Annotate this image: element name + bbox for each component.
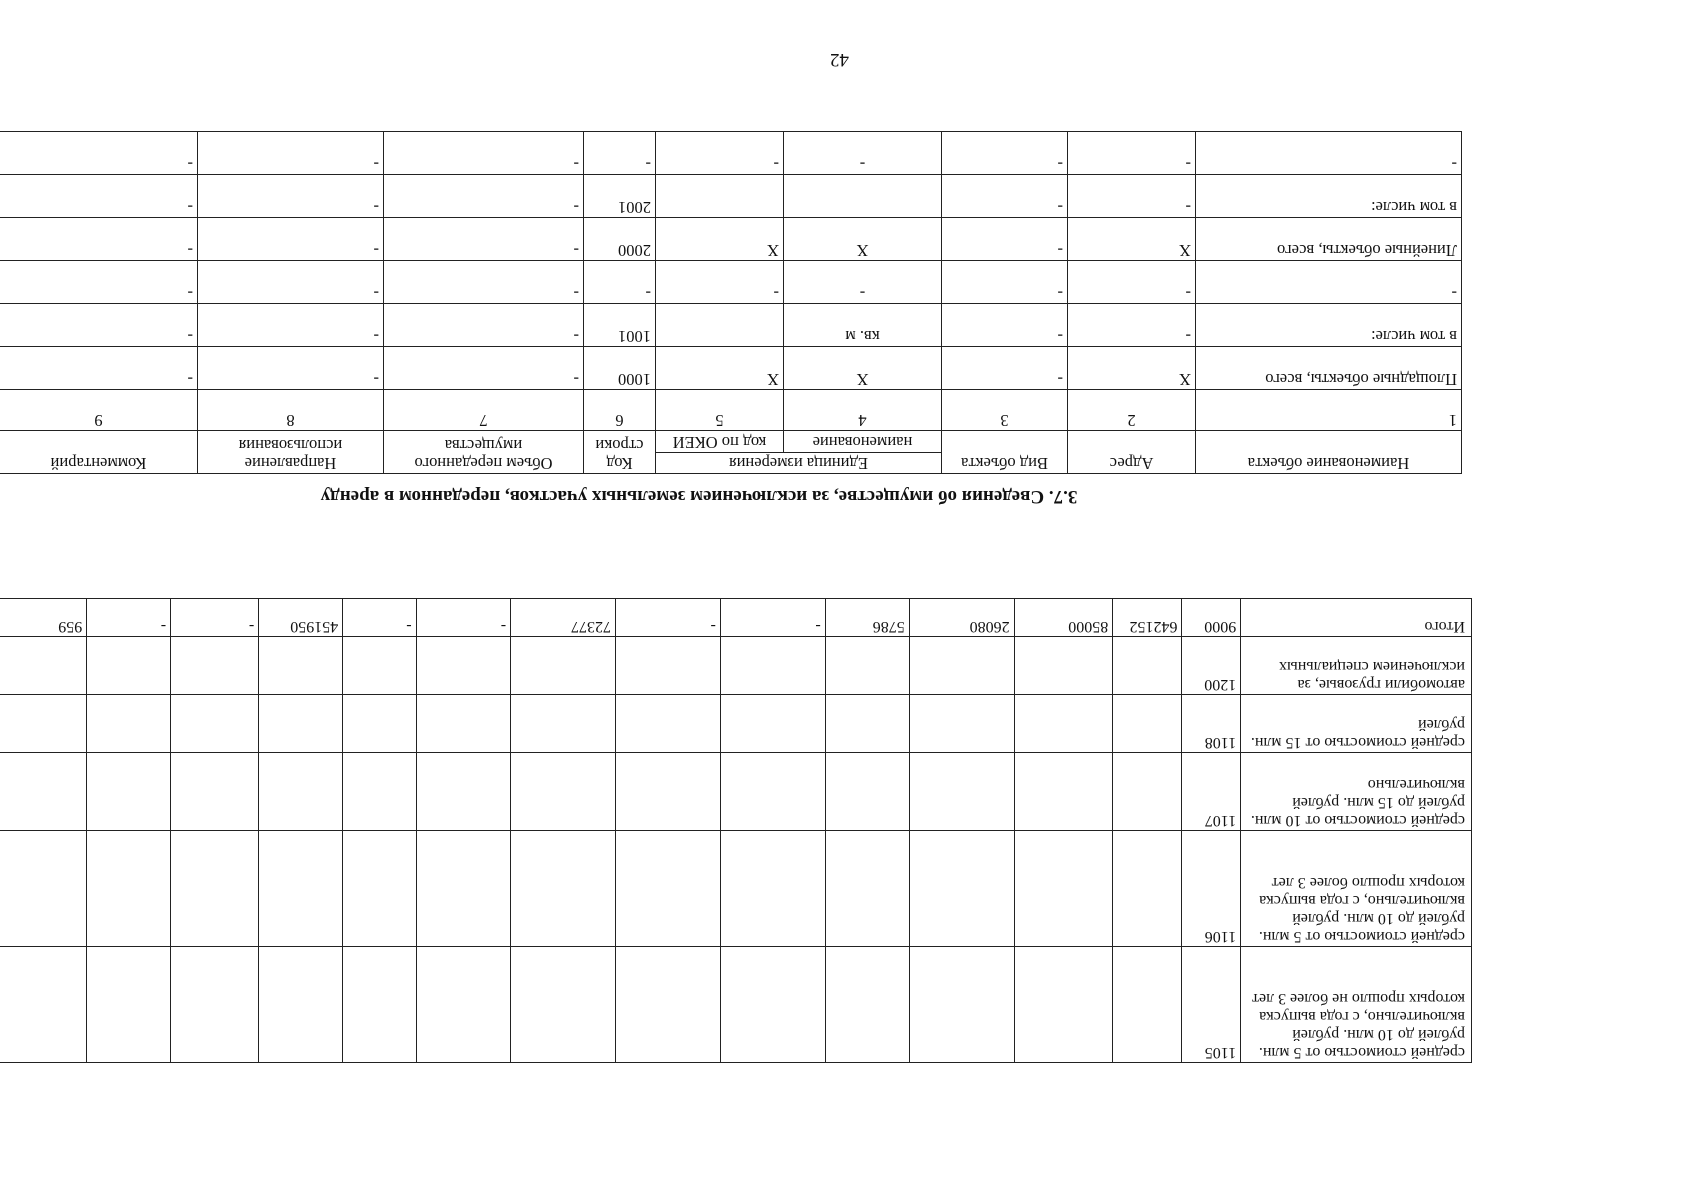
cell-okei: X — [655, 218, 783, 261]
header-volume: Объем переданного имущества — [383, 431, 583, 474]
empty-cell — [1113, 753, 1182, 831]
cell-code: 2001 — [583, 175, 655, 218]
empty-cell — [909, 947, 1014, 1063]
empty-cell — [511, 831, 616, 947]
row-code: 1106 — [1182, 831, 1241, 947]
empty-cell — [1014, 831, 1113, 947]
column-number: 1 — [1196, 390, 1462, 431]
table-row — [0, 695, 1472, 753]
empty-cell — [343, 753, 416, 831]
empty-cell — [171, 695, 259, 753]
empty-cell — [343, 695, 416, 753]
empty-cell — [615, 947, 720, 1063]
table-row — [0, 218, 1462, 261]
cell-type: - — [942, 175, 1068, 218]
cell-usage: - — [197, 218, 383, 261]
row-name: средней стоимостью от 10 млн. рублей до 15 млн. рублей включительно — [1241, 753, 1472, 831]
empty-cell — [87, 753, 171, 831]
cell-volume: - — [383, 132, 583, 175]
cell-unit-name: X — [784, 218, 942, 261]
table-row — [0, 304, 1462, 347]
empty-cell — [416, 753, 510, 831]
cell-name: - — [1196, 261, 1462, 304]
column-number: 9 — [0, 390, 197, 431]
empty-cell — [615, 831, 720, 947]
empty-cell — [259, 831, 343, 947]
column-number: 6 — [583, 390, 655, 431]
empty-cell — [909, 753, 1014, 831]
header-usage: Направление использования — [197, 431, 383, 474]
cell-name: в том числе: — [1196, 175, 1462, 218]
empty-cell — [416, 947, 510, 1063]
cell-comment: - — [0, 132, 197, 175]
empty-cell — [1014, 947, 1113, 1063]
empty-cell — [259, 947, 343, 1063]
cell-volume: - — [383, 304, 583, 347]
table-row — [0, 637, 1472, 695]
cell-usage: - — [197, 175, 383, 218]
empty-cell — [343, 831, 416, 947]
column-number: 4 — [784, 390, 942, 431]
empty-cell — [511, 637, 616, 695]
column-number: 2 — [1068, 390, 1196, 431]
cell-name: в том числе: — [1196, 304, 1462, 347]
cell-unit-name: кв. м — [784, 304, 942, 347]
cell-type: - — [942, 347, 1068, 390]
cell-okei — [655, 304, 783, 347]
empty-cell — [720, 637, 825, 695]
total-value: - — [87, 599, 171, 637]
empty-cell — [1014, 753, 1113, 831]
empty-cell — [1113, 695, 1182, 753]
cell-name: - — [1196, 132, 1462, 175]
cell-comment: - — [0, 175, 197, 218]
cell-address: - — [1068, 132, 1196, 175]
header-address: Адрес — [1068, 431, 1196, 474]
cell-usage: - — [197, 132, 383, 175]
total-value: 451950 — [259, 599, 343, 637]
total-value: - — [171, 599, 259, 637]
cell-type: - — [942, 304, 1068, 347]
empty-cell — [87, 831, 171, 947]
empty-cell — [720, 753, 825, 831]
empty-cell — [1014, 695, 1113, 753]
empty-cell — [87, 637, 171, 695]
empty-cell — [720, 695, 825, 753]
empty-cell — [416, 637, 510, 695]
vehicles-table — [0, 598, 1472, 1063]
cell-code: 1001 — [583, 304, 655, 347]
cell-name: Площадные объекты, всего — [1196, 347, 1462, 390]
table-row — [0, 753, 1472, 831]
empty-cell — [909, 695, 1014, 753]
cell-volume: - — [383, 218, 583, 261]
cell-usage: - — [197, 347, 383, 390]
total-value: 959 — [0, 599, 87, 637]
table-row — [0, 132, 1462, 175]
row-name: средней стоимостью от 15 млн. рублей — [1241, 695, 1472, 753]
header-row-code: Код строки — [583, 431, 655, 474]
empty-cell — [511, 947, 616, 1063]
cell-okei: - — [655, 132, 783, 175]
total-value: 9000 — [1182, 599, 1241, 637]
empty-cell — [0, 695, 87, 753]
empty-cell — [511, 695, 616, 753]
empty-cell — [511, 753, 616, 831]
empty-cell — [825, 947, 909, 1063]
empty-cell — [615, 637, 720, 695]
empty-cell — [259, 695, 343, 753]
column-number-row — [0, 390, 1462, 431]
cell-address: - — [1068, 261, 1196, 304]
empty-cell — [1113, 637, 1182, 695]
cell-address: X — [1068, 347, 1196, 390]
empty-cell — [0, 831, 87, 947]
empty-cell — [0, 637, 87, 695]
empty-cell — [1113, 947, 1182, 1063]
cell-code: 2000 — [583, 218, 655, 261]
empty-cell — [259, 753, 343, 831]
cell-address: - — [1068, 175, 1196, 218]
empty-cell — [825, 753, 909, 831]
header-unit-name: наименование — [784, 431, 942, 452]
empty-cell — [343, 947, 416, 1063]
empty-cell — [615, 753, 720, 831]
total-value: - — [343, 599, 416, 637]
total-value: - — [615, 599, 720, 637]
header-unit-okei: код по ОКЕИ — [655, 431, 783, 452]
empty-cell — [825, 831, 909, 947]
cell-volume: - — [383, 261, 583, 304]
cell-volume: - — [383, 347, 583, 390]
cell-type: - — [942, 218, 1068, 261]
column-number: 8 — [197, 390, 383, 431]
row-name: автомобили грузовые, за исключением специальных — [1241, 637, 1472, 695]
cell-usage: - — [197, 304, 383, 347]
total-value: 5786 — [825, 599, 909, 637]
cell-code: - — [583, 261, 655, 304]
cell-volume: - — [383, 175, 583, 218]
header-unit: Единица измерения — [655, 452, 941, 473]
empty-cell — [171, 947, 259, 1063]
total-row — [0, 599, 1472, 637]
empty-cell — [1113, 831, 1182, 947]
cell-code: - — [583, 132, 655, 175]
cell-type: - — [942, 132, 1068, 175]
cell-unit-name: - — [784, 261, 942, 304]
empty-cell — [615, 695, 720, 753]
cell-code: 1000 — [583, 347, 655, 390]
empty-cell — [171, 753, 259, 831]
column-number: 5 — [655, 390, 783, 431]
lease-table — [0, 131, 1462, 474]
row-code: 1108 — [1182, 695, 1241, 753]
row-code: 1107 — [1182, 753, 1241, 831]
cell-address: - — [1068, 304, 1196, 347]
section-title: 3.7. Сведения об имуществе, за исключением земельных участков, переданном в аренду — [320, 486, 1078, 507]
table-row — [0, 347, 1462, 390]
table-row — [0, 947, 1472, 1063]
total-value: 72377 — [511, 599, 616, 637]
row-code: 1200 — [1182, 637, 1241, 695]
cell-name: Линейные объекты, всего — [1196, 218, 1462, 261]
cell-okei: X — [655, 347, 783, 390]
empty-cell — [259, 637, 343, 695]
header-comment: Комментарий — [0, 431, 197, 474]
empty-cell — [909, 637, 1014, 695]
header-object-type: Вид объекта — [942, 431, 1068, 474]
cell-comment: - — [0, 261, 197, 304]
column-number: 3 — [942, 390, 1068, 431]
total-value: - — [416, 599, 510, 637]
total-label: Итого — [1241, 599, 1472, 637]
empty-cell — [825, 695, 909, 753]
empty-cell — [416, 831, 510, 947]
empty-cell — [720, 947, 825, 1063]
total-value: - — [720, 599, 825, 637]
cell-type: - — [942, 261, 1068, 304]
empty-cell — [171, 831, 259, 947]
empty-cell — [0, 947, 87, 1063]
header-object-name: Наименование объекта — [1196, 431, 1462, 474]
total-value: 642152 — [1113, 599, 1182, 637]
row-name: средней стоимостью от 5 млн. рублей до 10 млн. рублей включительно, с года выпуска которых прошло не более 3 лет — [1241, 947, 1472, 1063]
empty-cell — [171, 637, 259, 695]
table-row — [0, 175, 1462, 218]
empty-cell — [416, 695, 510, 753]
cell-comment: - — [0, 347, 197, 390]
column-number: 7 — [383, 390, 583, 431]
empty-cell — [87, 695, 171, 753]
cell-unit-name — [784, 175, 942, 218]
cell-unit-name: X — [784, 347, 942, 390]
empty-cell — [0, 753, 87, 831]
total-value: 85000 — [1014, 599, 1113, 637]
empty-cell — [720, 831, 825, 947]
row-name: средней стоимостью от 5 млн. рублей до 10 млн. рублей включительно, с года выпуска которых прошло более 3 лет — [1241, 831, 1472, 947]
table-row — [0, 261, 1462, 304]
cell-comment: - — [0, 218, 197, 261]
empty-cell — [343, 637, 416, 695]
total-value: 26080 — [909, 599, 1014, 637]
cell-comment: - — [0, 304, 197, 347]
table-row — [0, 831, 1472, 947]
empty-cell — [1014, 637, 1113, 695]
row-code: 1105 — [1182, 947, 1241, 1063]
empty-cell — [825, 637, 909, 695]
cell-okei: - — [655, 261, 783, 304]
page-number: 42 — [830, 49, 849, 70]
empty-cell — [87, 947, 171, 1063]
cell-address: X — [1068, 218, 1196, 261]
cell-okei — [655, 175, 783, 218]
cell-unit-name: - — [784, 132, 942, 175]
empty-cell — [909, 831, 1014, 947]
cell-usage: - — [197, 261, 383, 304]
